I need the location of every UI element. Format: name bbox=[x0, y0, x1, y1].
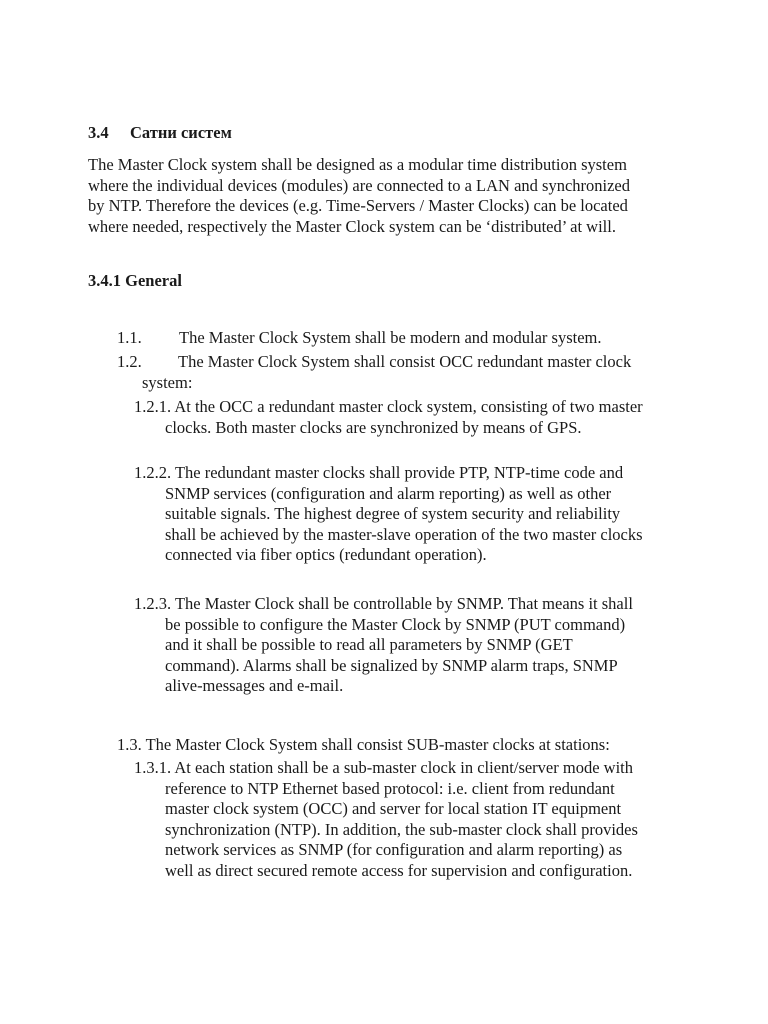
intro-line: where the individual devices (modules) are connected to a LAN and synchronized bbox=[88, 175, 631, 195]
intro-paragraph bbox=[88, 155, 630, 237]
list-item-1-1 bbox=[117, 328, 717, 350]
list-item-line: SNMP services (configuration and alarm reporting) as well as other bbox=[165, 483, 612, 503]
list-item-continuation: system: bbox=[142, 373, 193, 392]
list-item-line: network services as SNMP (for configuration and alarm reporting) as bbox=[165, 840, 623, 860]
list-item-text: The Master Clock System shall be modern and modular system. bbox=[179, 328, 602, 347]
list-item-text: 1.3. The Master Clock System shall consist SUB-master clocks at stations: bbox=[117, 735, 610, 754]
list-item-1-3-1 bbox=[134, 758, 638, 882]
list-item-line: connected via fiber optics (redundant operation). bbox=[165, 545, 487, 565]
section-heading bbox=[88, 123, 232, 144]
list-item-line: master clock system (OCC) and server for local station IT equipment bbox=[165, 799, 622, 819]
section-number: 3.4 bbox=[88, 123, 109, 142]
intro-line: The Master Clock system shall be designed as a modular time distribution system bbox=[88, 155, 627, 174]
list-item-line: 1.2.1. At the OCC a redundant master clock system, consisting of two master bbox=[134, 397, 643, 416]
list-item-line: suitable signals. The highest degree of system security and reliability bbox=[165, 504, 621, 524]
list-item-line: clocks. Both master clocks are synchronized by means of GPS. bbox=[165, 417, 582, 437]
list-item-1-3 bbox=[117, 735, 717, 757]
list-item-line: 1.2.2. The redundant master clocks shall provide PTP, NTP-time code and bbox=[134, 463, 624, 482]
list-item-1-2-3 bbox=[134, 594, 633, 697]
list-item-line: command). Alarms shall be signalized by SNMP alarm traps, SNMP bbox=[165, 655, 618, 675]
list-marker: 1.1. bbox=[117, 328, 142, 347]
section-title: Сатни систем bbox=[130, 123, 232, 142]
list-item-1-2-2 bbox=[134, 463, 643, 566]
list-item-text: The Master Clock System shall consist OCC redundant master clock bbox=[178, 352, 632, 371]
list-item-line: 1.3.1. At each station shall be a sub-master clock in client/server mode with bbox=[134, 758, 633, 777]
list-item-line: 1.2.3. The Master Clock shall be controllable by SNMP. That means it shall bbox=[134, 594, 633, 613]
intro-line: by NTP. Therefore the devices (e.g. Time-Servers / Master Clocks) can be located bbox=[88, 196, 628, 216]
intro-line: where needed, respectively the Master Clock system can be ‘distributed’ at will. bbox=[88, 216, 616, 236]
subsection-heading bbox=[88, 271, 182, 292]
list-item-line: reference to NTP Ethernet based protocol: i.e. client from redundant bbox=[165, 778, 615, 798]
list-item-line: and it shall be possible to read all parameters by SNMP (GET bbox=[165, 635, 573, 655]
subsection-title: 3.4.1 General bbox=[88, 271, 182, 290]
list-item-line: alive-messages and e-mail. bbox=[165, 676, 344, 696]
list-item-1-2-1 bbox=[134, 397, 643, 438]
list-marker: 1.2. bbox=[117, 352, 142, 371]
list-item-line: be possible to configure the Master Clock by SNMP (PUT command) bbox=[165, 614, 626, 634]
list-item-line: shall be achieved by the master-slave operation of the two master clocks bbox=[165, 524, 643, 544]
list-item-line: synchronization (NTP). In addition, the sub-master clock shall provides bbox=[165, 819, 638, 839]
list-item-line: well as direct secured remote access for supervision and configuration. bbox=[165, 860, 633, 880]
list-item-1-2 bbox=[117, 352, 717, 396]
